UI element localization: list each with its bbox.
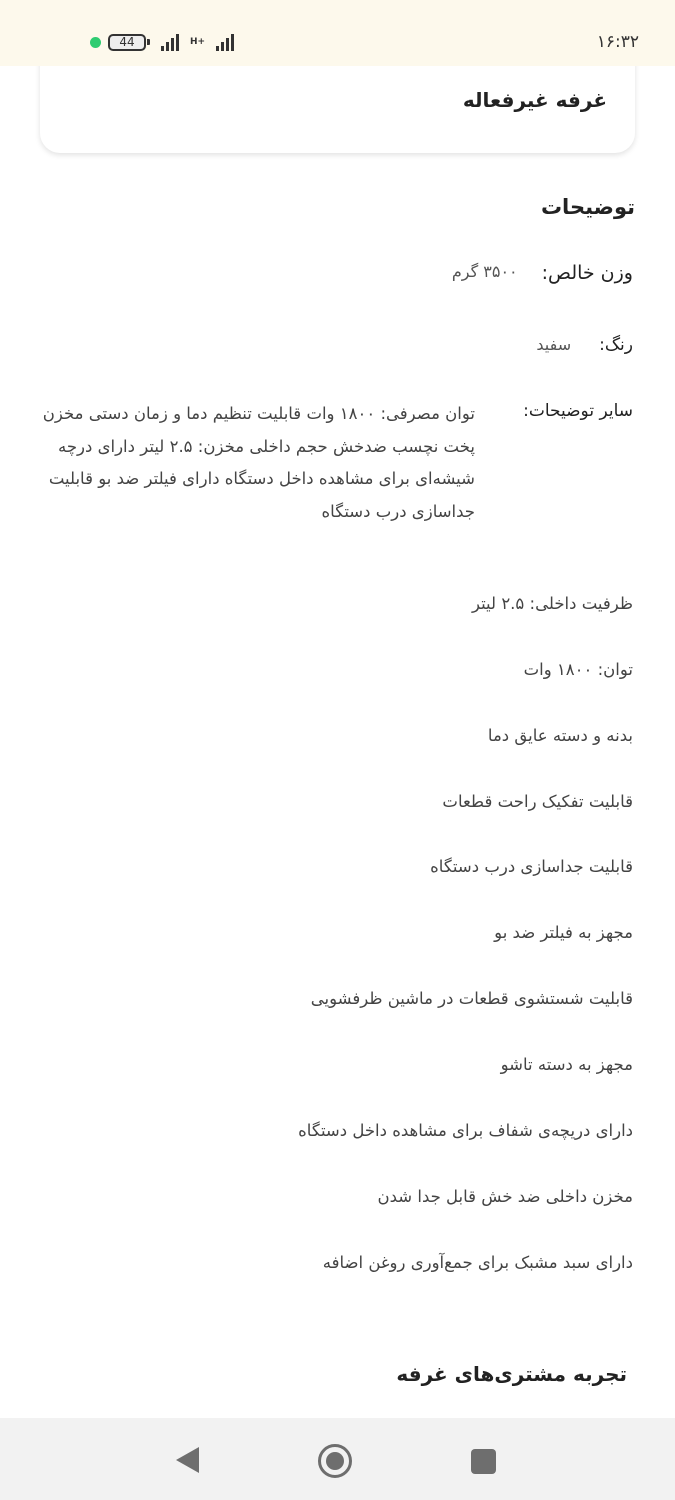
color-value: سفید (536, 335, 572, 354)
net-weight-label: وزن خالص: (541, 262, 633, 284)
feature-item: مخزن داخلی ضد خش قابل جدا شدن (377, 1187, 633, 1206)
feature-item: قابلیت تفکیک راحت قطعات (442, 792, 633, 811)
notification-dot-icon (90, 37, 101, 48)
feature-item: قابلیت شستشوی قطعات در ماشین ظرفشویی (310, 989, 633, 1008)
description-title: توضیحات (540, 195, 635, 219)
other-description-label: سایر توضیحات: (523, 401, 633, 421)
signal-icon (161, 33, 179, 51)
color-label: رنگ: (599, 335, 633, 355)
booth-status-title: غرفه غیرفعاله (462, 88, 607, 112)
feature-item: دارای سبد مشبک برای جمع‌آوری روغن اضافه (322, 1253, 633, 1272)
net-weight-value: ۳۵۰۰ گرم (451, 262, 518, 281)
navigation-bar (0, 1418, 675, 1500)
status-time: ۱۶:۳۲ (596, 32, 639, 52)
other-description-value: توان مصرفی: ۱۸۰۰ وات قابلیت تنظیم دما و زمان دستی مخزن پخت نچسب ضدخش حجم داخلی مخزن: ۲.۵ لیتر دارای درچه شیشه‌ای برای مشاهده داخل دستگاه دارای فیلتر ضد بو قابلیت جداسازی درب دستگاه (42, 404, 475, 521)
net-weight-row (452, 262, 633, 284)
back-icon[interactable] (176, 1447, 199, 1473)
battery-level: 44 (108, 34, 146, 51)
recents-icon[interactable] (471, 1449, 496, 1474)
feature-item: مجهز به دسته تاشو (500, 1055, 633, 1074)
feature-item: قابلیت جداسازی درب دستگاه (430, 857, 633, 876)
feature-item: دارای دریچه‌ی شفاف برای مشاهده داخل دستگاه (298, 1121, 633, 1140)
battery-icon (108, 34, 150, 51)
color-row (536, 335, 633, 355)
status-icons (90, 33, 234, 51)
reviews-title: تجربه مشتری‌های غرفه (396, 1362, 627, 1386)
feature-item: مجهز به فیلتر ضد بو (494, 923, 633, 942)
status-bar (0, 0, 675, 66)
feature-item: ظرفیت داخلی: ۲.۵ لیتر (471, 594, 633, 613)
feature-item: بدنه و دسته عایق دما (487, 726, 633, 745)
home-icon[interactable] (318, 1444, 352, 1478)
feature-item: توان: ۱۸۰۰ وات (523, 660, 633, 679)
network-type: H+ (190, 36, 206, 47)
other-description-row (523, 401, 633, 421)
signal-icon-2 (216, 33, 234, 51)
